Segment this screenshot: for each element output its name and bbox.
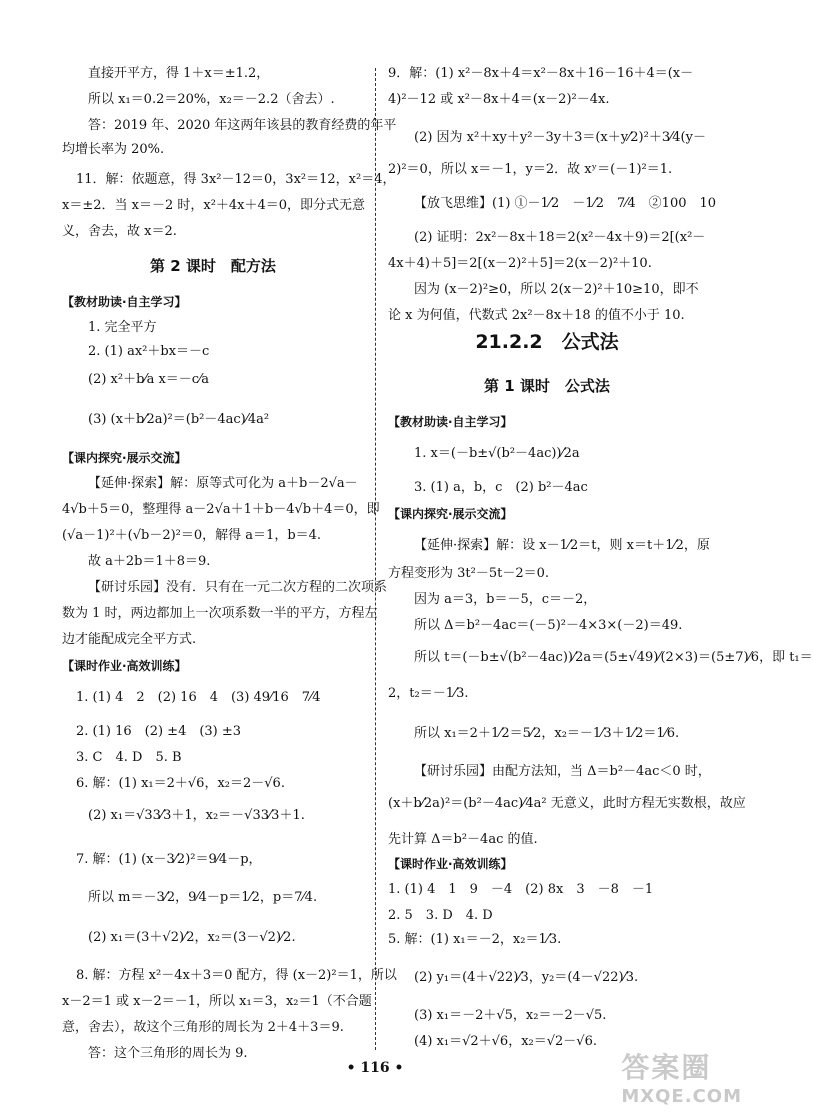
watermark-logo: 答案圈: [621, 1051, 712, 1084]
right-line: 3. (1) a，b，c (2) b²－4ac: [414, 480, 588, 495]
right-line: 2)²＝0，所以 x＝－1，y＝2．故 xʸ＝(－1)²＝1.: [388, 162, 673, 177]
right-line: (3) x₁＝－2＋√5，x₂＝－2－√5.: [414, 1008, 607, 1023]
watermark-url: MXQE.COM: [621, 1086, 742, 1107]
right-line: 因为 (x－2)²≥0，所以 2(x－2)²＋10≥10，即不: [414, 282, 699, 297]
right-line: 【课内探究·展示交流】: [388, 507, 513, 521]
left-line: (2) x₁＝(3＋√2)⁄2，x₂＝(3－√2)⁄2.: [88, 930, 296, 945]
left-line: 答：这个三角形的周长为 9.: [88, 1046, 248, 1061]
right-line: 所以 Δ＝b²－4ac＝(－5)²－4×3×(－2)＝49.: [414, 618, 683, 633]
left-line: (2) x²＋b⁄a x＝－c⁄a: [88, 372, 209, 387]
left-line: 11．解：依题意，得 3x²－12＝0，3x²＝12，x²＝4，: [76, 172, 396, 187]
left-line: 直接开平方，得 1＋x＝±1.2，: [88, 66, 270, 81]
right-line: 9．解：(1) x²－8x＋4＝x²－8x＋16－16＋4＝(x－: [388, 66, 694, 81]
right-line: (2) y₁＝(4＋√22)⁄3，y₂＝(4－√22)⁄3.: [414, 970, 639, 985]
right-line: 2. 5 3. D 4. D: [388, 908, 493, 923]
left-line: 【课内探究·展示交流】: [62, 451, 187, 465]
left-line: 【研讨乐园】没有．只有在一元二次方程的二次项系: [88, 580, 388, 595]
right-line: 2，t₂＝－1⁄3.: [388, 686, 469, 701]
left-line: 边才能配成完全平方式.: [62, 632, 197, 647]
left-line: 4√b＋5＝0，整理得 a－2√a＋1＋b－4√b＋4＝0，即: [62, 502, 380, 517]
right-line: 【教材助读·自主学习】: [388, 415, 513, 429]
left-line: 1. 完全平方: [88, 320, 157, 335]
right-line: 【放飞思维】(1) ①－1⁄2 －1⁄2 7⁄4 ②100 10: [414, 196, 717, 211]
left-line: x＝±2．当 x＝－2 时，x²＋4x＋4＝0，即分式无意: [62, 198, 366, 213]
left-line: 故 a＋2b＝1＋8＝9.: [88, 554, 211, 569]
right-line: 【延伸·探索】解：设 x－1⁄2＝t，则 x＝t＋1⁄2，原: [414, 538, 710, 553]
right-line: 【研讨乐园】由配方法知，当 Δ＝b²－4ac＜0 时，: [414, 764, 711, 779]
left-line: 均增长率为 20%.: [62, 142, 165, 157]
left-line: 第 2 课时 配方法: [150, 257, 276, 275]
page-number: • 116 •: [346, 1060, 404, 1076]
right-line: (2) 证明：2x²－8x＋18＝2(x²－4x＋9)＝2[(x²－: [414, 230, 706, 245]
right-line: (2) 因为 x²＋xy＋y²－3y＋3＝(x＋y⁄2)²＋3⁄4(y－: [414, 130, 706, 145]
left-line: 【教材助读·自主学习】: [62, 295, 187, 309]
left-line: (3) (x＋b⁄2a)²＝(b²－4ac)⁄4a²: [88, 412, 270, 427]
left-line: 6. 解：(1) x₁＝2＋√6，x₂＝2－√6.: [76, 776, 285, 791]
right-line: 所以 t＝(－b±√(b²－4ac))⁄2a＝(5±√49)⁄(2×3)＝(5±7)⁄6，即 t₁＝: [414, 650, 813, 665]
left-line: 7. 解：(1) (x－3⁄2)²＝9⁄4－p，: [76, 852, 262, 867]
left-line: (2) x₁＝√33⁄3＋1，x₂＝－√33⁄3＋1.: [88, 808, 305, 823]
left-line: 答：2019 年、2020 年这两年该县的教育经费的年平: [88, 118, 397, 133]
left-line: 【课时作业·高效训练】: [62, 659, 187, 673]
right-line: 论 x 为何值，代数式 2x²－8x＋18 的值不小于 10.: [388, 308, 685, 323]
left-line: 3. C 4. D 5. B: [76, 750, 182, 765]
left-line: 义，舍去，故 x＝2.: [62, 224, 177, 239]
right-line: 1. x＝(－b±√(b²－4ac))⁄2a: [414, 446, 580, 461]
right-line: 4x＋4)＋5]＝2[(x－2)²＋5]＝2(x－2)²＋10.: [388, 256, 652, 271]
left-line: 意，舍去），故这个三角形的周长为 2＋4＋3＝9.: [62, 1020, 344, 1035]
right-line: (x＋b⁄2a)²＝(b²－4ac)⁄4a² 无意义，此时方程无实数根，故应: [388, 796, 746, 811]
right-line: 第 1 课时 公式法: [484, 377, 610, 395]
left-line: x－2＝1 或 x－2＝－1，所以 x₁＝3，x₂＝1（不合题: [62, 994, 372, 1009]
right-line: 所以 x₁＝2＋1⁄2＝5⁄2，x₂＝－1⁄3＋1⁄2＝1⁄6.: [414, 726, 680, 741]
left-line: 所以 x₁＝0.2＝20%，x₂＝－2.2（舍去）.: [88, 92, 335, 107]
left-line: 所以 m＝－3⁄2，9⁄4－p＝1⁄2，p＝7⁄4.: [88, 890, 318, 905]
left-line: 8. 解：方程 x²－4x＋3＝0 配方，得 (x－2)²＝1，所以: [76, 968, 397, 983]
right-line: 21.2.2 公式法: [475, 331, 619, 353]
right-line: 方程变形为 3t²－5t－2＝0.: [388, 566, 550, 581]
left-line: (√a－1)²＋(√b－2)²＝0，解得 a＝1，b＝4.: [62, 528, 322, 543]
right-line: 先计算 Δ＝b²－4ac 的值.: [388, 832, 538, 847]
left-line: 数为 1 时，两边都加上一次项系数一半的平方，方程左: [62, 606, 378, 621]
left-line: 1. (1) 4 2 (2) 16 4 (3) 49⁄16 7⁄4: [76, 690, 321, 705]
right-line: 【课时作业·高效训练】: [388, 857, 513, 871]
right-line: 5. 解：(1) x₁＝－2，x₂＝1⁄3.: [388, 932, 562, 947]
left-line: 2. (1) ax²＋bx＝－c: [88, 344, 210, 359]
right-line: (4) x₁＝√2＋√6，x₂＝√2－√6.: [414, 1034, 597, 1049]
right-line: 因为 a＝3，b＝－5，c＝－2，: [414, 592, 597, 607]
left-line: 【延伸·探索】解：原等式可化为 a＋b－2√a－: [88, 476, 358, 491]
right-line: 1. (1) 4 1 9 －4 (2) 8x 3 －8 －1: [388, 882, 654, 897]
left-line: 2. (1) 16 (2) ±4 (3) ±3: [76, 724, 242, 739]
watermark: [621, 1046, 742, 1107]
right-line: 4)²－12 或 x²－8x＋4＝(x－2)²－4x.: [388, 92, 610, 107]
